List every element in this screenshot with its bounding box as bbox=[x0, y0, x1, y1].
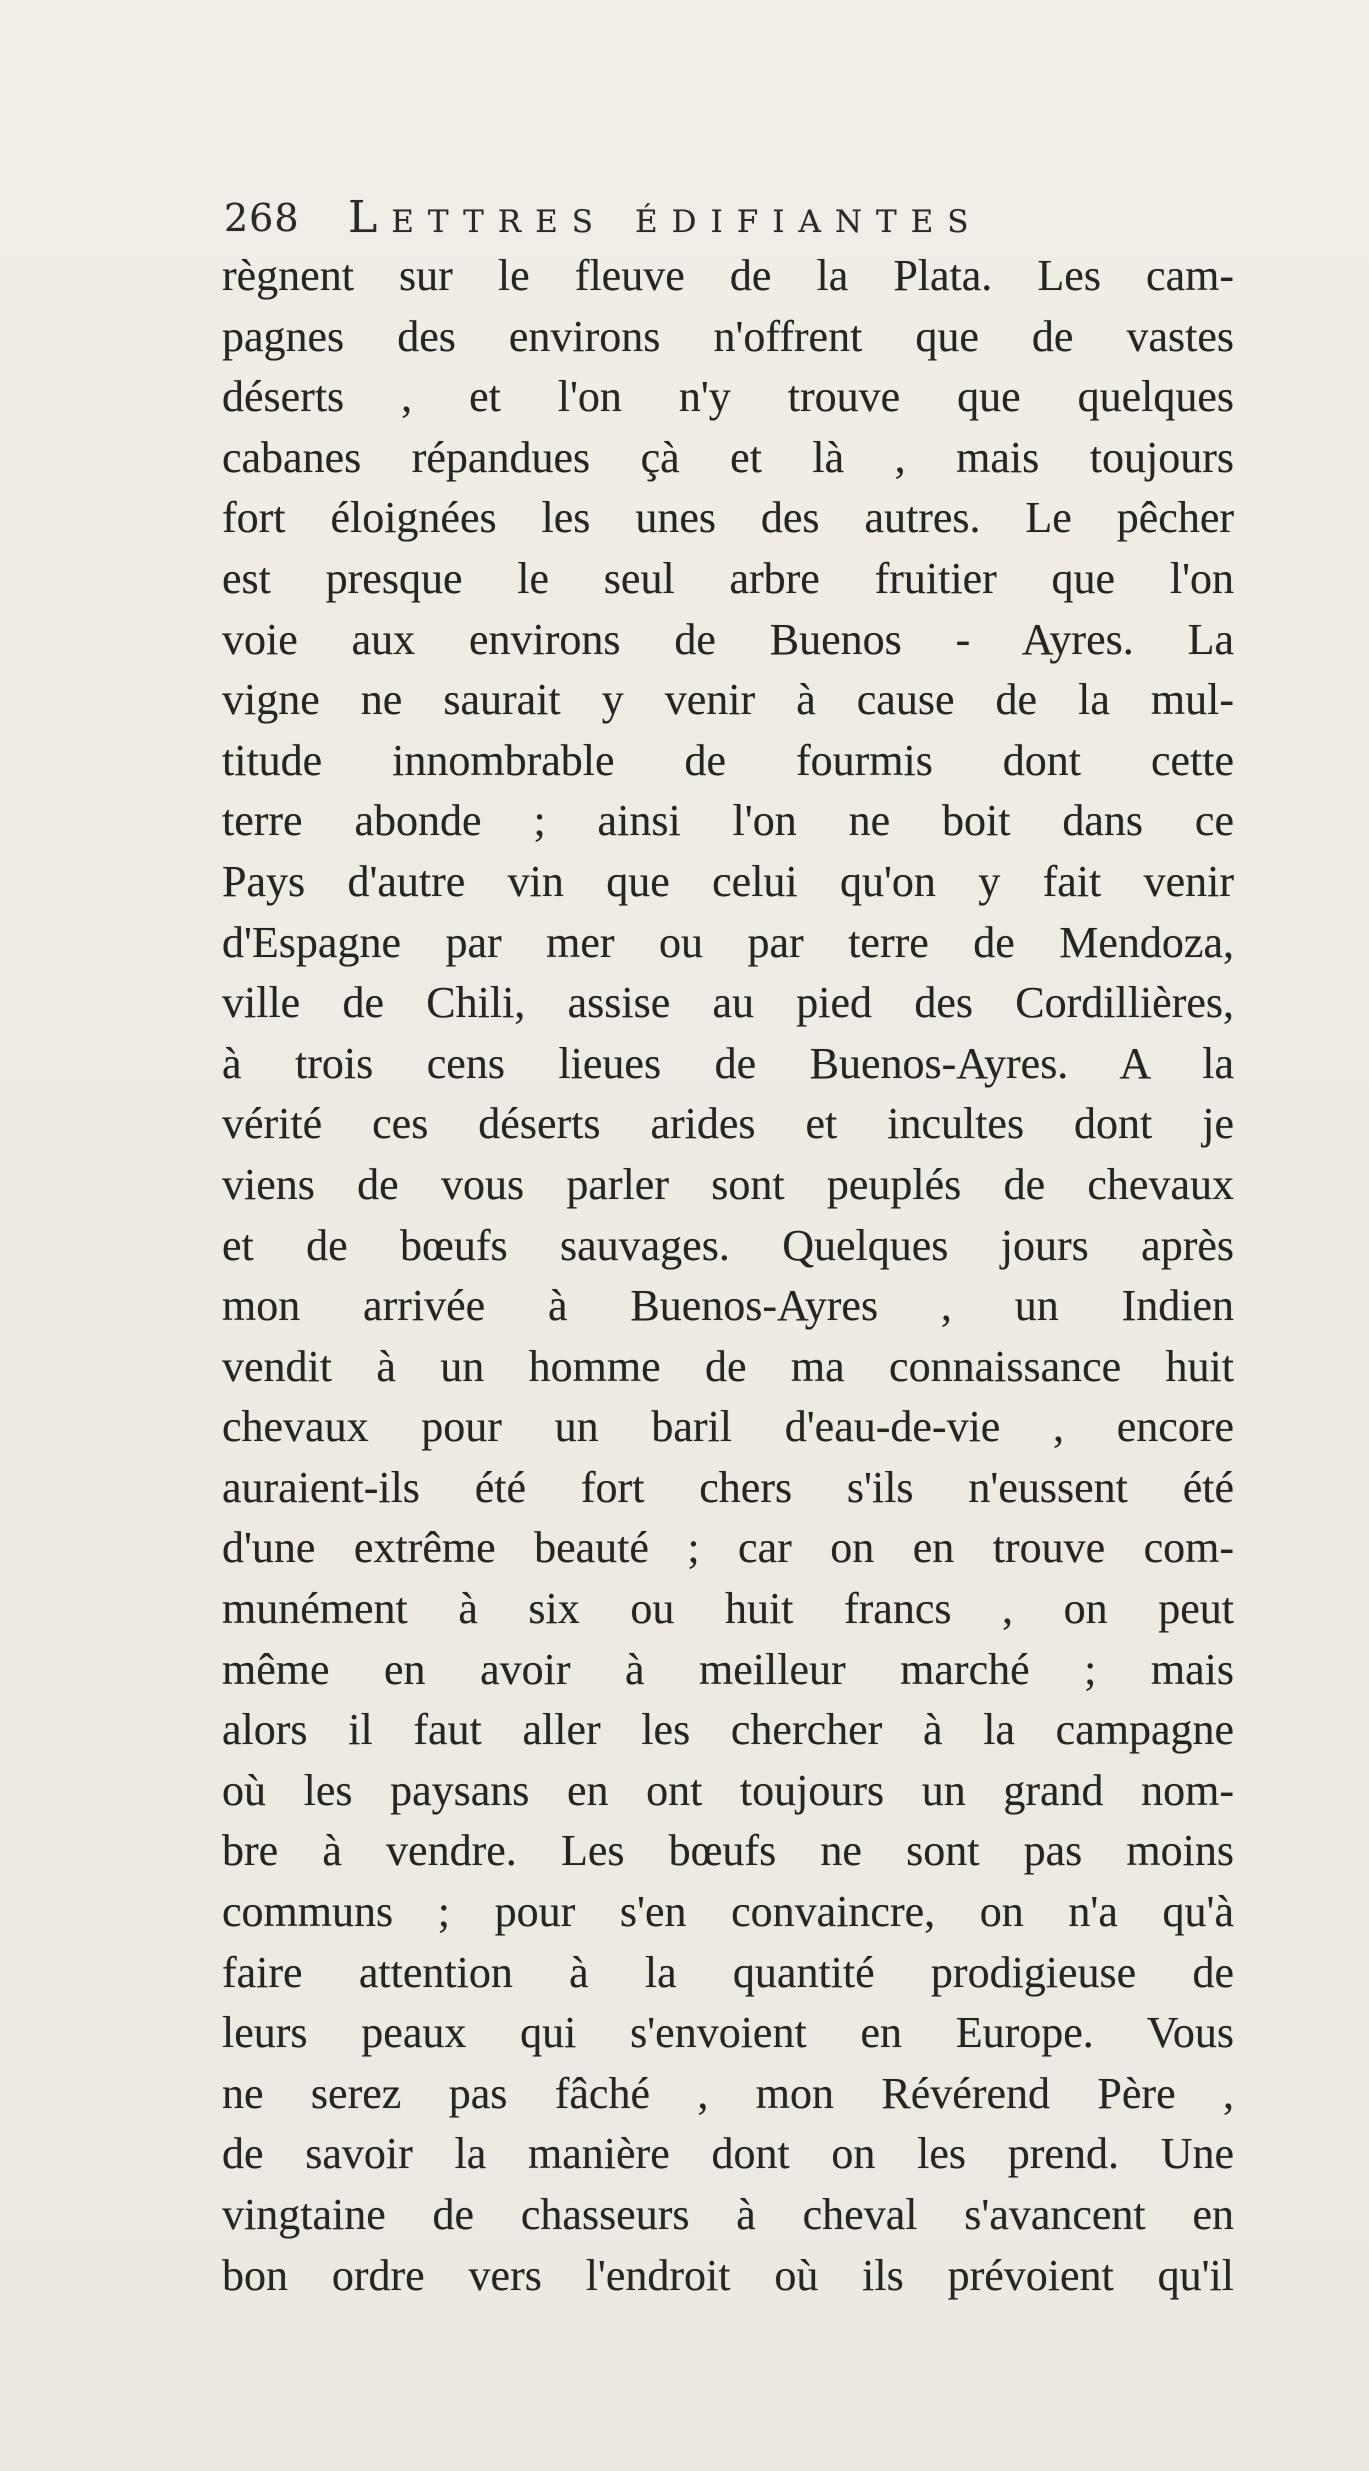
text-line: viens de vous parler sont peuplés de chevaux bbox=[222, 1159, 1234, 1209]
text-line: vingtaine de chasseurs à cheval s'avancent en bbox=[222, 2190, 1234, 2239]
text-line: où les paysans en ont toujours un grand nom- bbox=[222, 1765, 1234, 1815]
text-line: et de bœufs sauvages. Quelques jours après bbox=[222, 1220, 1234, 1270]
text-line: bon ordre vers l'endroit où ils prévoient qu'il bbox=[222, 2250, 1234, 2300]
text-line: pagnes des environs n'offrent que de vastes bbox=[222, 311, 1234, 361]
text-line: vérité ces déserts arides et incultes dont je bbox=[222, 1099, 1234, 1149]
text-line: déserts , et l'on n'y trouve que quelques bbox=[222, 372, 1234, 422]
text-line: d'une extrême beauté ; car on en trouve com- bbox=[222, 1523, 1234, 1573]
text-line: chevaux pour un baril d'eau-de-vie , encore bbox=[222, 1402, 1234, 1452]
text-line: auraient-ils été fort chers s'ils n'eussent été bbox=[222, 1462, 1234, 1512]
text-line: est presque le seul arbre fruitier que l'on bbox=[222, 553, 1234, 603]
running-title: Lettres édifiantes bbox=[348, 192, 983, 243]
text-line: règnent sur le fleuve de la Plata. Les cam- bbox=[222, 251, 1234, 300]
text-line: terre abonde ; ainsi l'on ne boit dans ce bbox=[222, 796, 1234, 846]
text-line: faire attention à la quantité prodigieuse de bbox=[222, 1947, 1234, 1997]
text-line: vendit à un homme de ma connaissance huit bbox=[222, 1341, 1234, 1391]
text-line: alors il faut aller les chercher à la campagne bbox=[222, 1705, 1234, 1755]
text-line: Pays d'autre vin que celui qu'on y fait venir bbox=[222, 856, 1234, 906]
text-line: ville de Chili, assise au pied des Cordillières, bbox=[222, 978, 1234, 1028]
text-line: même en avoir à meilleur marché ; mais bbox=[222, 1644, 1234, 1694]
text-line: titude innombrable de fourmis dont cette bbox=[222, 735, 1234, 785]
text-line: ne serez pas fâché , mon Révérend Père , bbox=[222, 2068, 1234, 2118]
text-line: communs ; pour s'en convaincre, on n'a qu'à bbox=[222, 1887, 1234, 1937]
body-text bbox=[222, 246, 1234, 2306]
page-number: 268 bbox=[224, 196, 300, 240]
text-line: bre à vendre. Les bœufs ne sont pas moins bbox=[222, 1826, 1234, 1876]
text-line: mon arrivée à Buenos-Ayres , un Indien bbox=[222, 1281, 1234, 1331]
text-line: leurs peaux qui s'envoient en Europe. Vous bbox=[222, 2008, 1234, 2058]
text-line: vigne ne saurait y venir à cause de la mul- bbox=[222, 675, 1234, 725]
text-line: de savoir la manière dont on les prend. Une bbox=[222, 2129, 1234, 2179]
text-line: cabanes répandues çà et là , mais toujours bbox=[222, 432, 1234, 482]
text-line: à trois cens lieues de Buenos-Ayres. A la bbox=[222, 1038, 1234, 1088]
text-line: munément à six ou huit francs , on peut bbox=[222, 1584, 1234, 1634]
text-line: d'Espagne par mer ou par terre de Mendoza, bbox=[222, 917, 1234, 967]
text-line: fort éloignées les unes des autres. Le pêcher bbox=[222, 493, 1234, 543]
text-line: voie aux environs de Buenos - Ayres. La bbox=[222, 614, 1234, 664]
